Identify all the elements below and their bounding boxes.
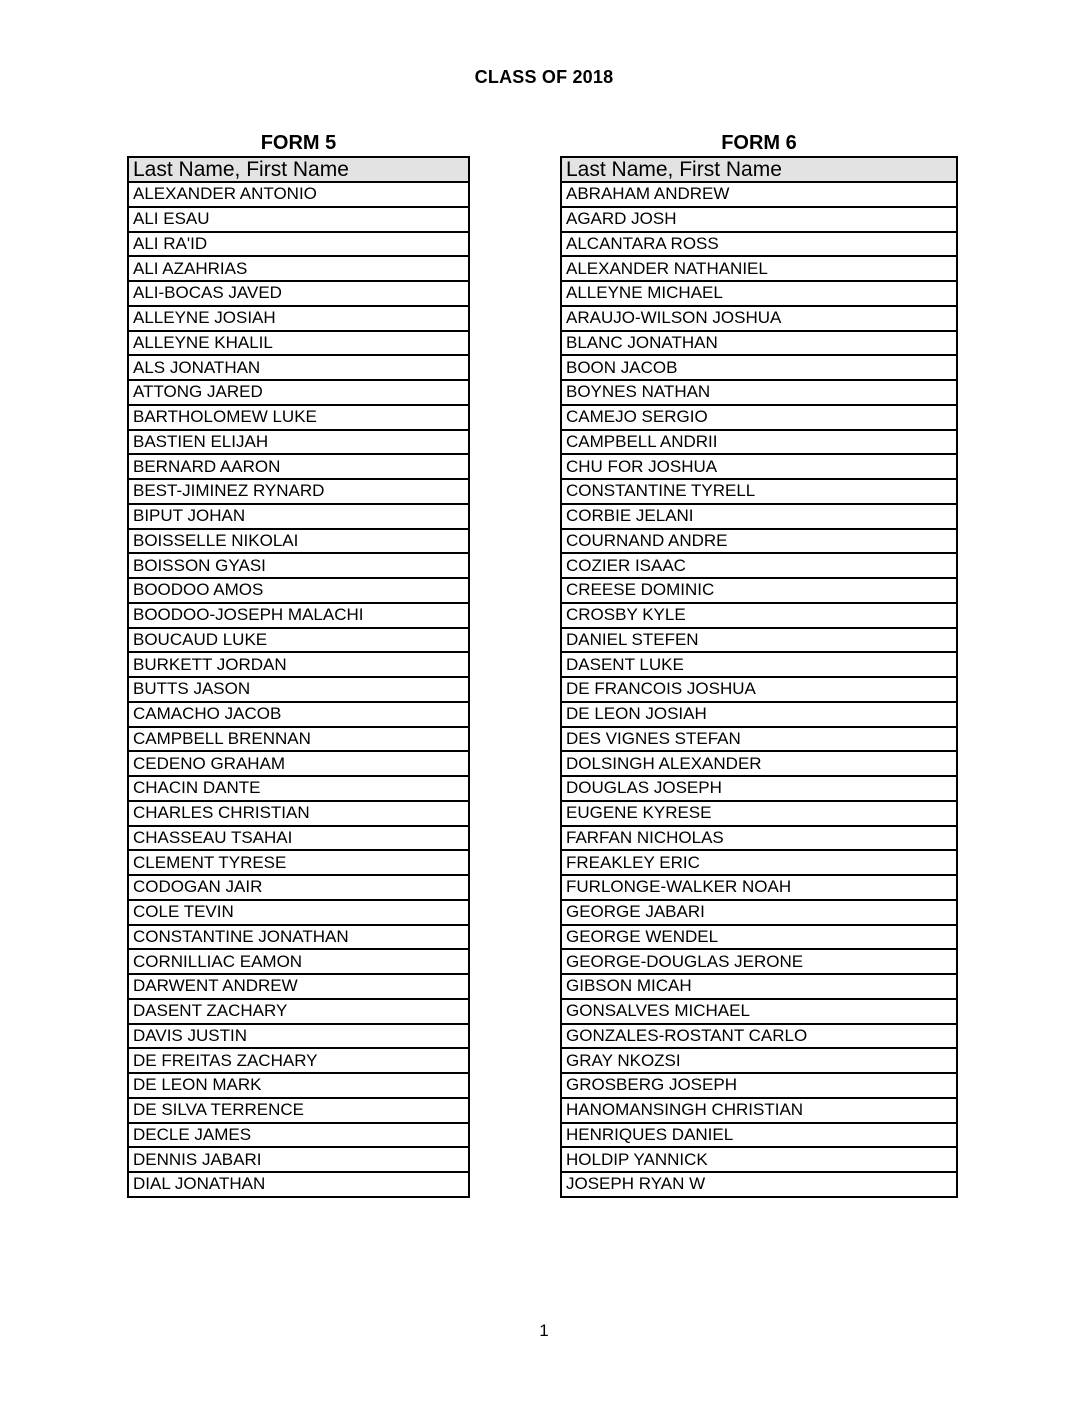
table-row [561,207,957,232]
table-row [128,1147,469,1172]
student-name-cell: ALEXANDER ANTONIO [128,182,469,207]
table-row [128,751,469,776]
table-row [128,281,469,306]
student-name-cell: DASENT ZACHARY [128,999,469,1024]
student-name-cell: BUTTS JASON [128,677,469,702]
table-row [128,479,469,504]
student-name-cell: CHU FOR JOSHUA [561,454,957,479]
table-row [128,1073,469,1098]
student-name-cell: GEORGE JABARI [561,900,957,925]
form-6-table [560,156,958,1198]
table-row [128,430,469,455]
table-row [561,380,957,405]
table-row [128,256,469,281]
student-name-cell: GEORGE WENDEL [561,925,957,950]
table-row [561,1147,957,1172]
table-row [561,1073,957,1098]
student-name-cell: BOON JACOB [561,355,957,380]
table-row [128,331,469,356]
student-name-cell: DECLE JAMES [128,1123,469,1148]
student-name-cell: ALS JONATHAN [128,355,469,380]
table-row [561,751,957,776]
student-name-cell: FREAKLEY ERIC [561,850,957,875]
student-name-cell: HENRIQUES DANIEL [561,1123,957,1148]
table-row [128,801,469,826]
student-name-cell: CONSTANTINE JONATHAN [128,925,469,950]
student-name-cell: DE LEON JOSIAH [561,702,957,727]
table-row [561,652,957,677]
student-name-cell: FARFAN NICHOLAS [561,826,957,851]
student-name-cell: BOODOO AMOS [128,578,469,603]
table-row [561,232,957,257]
table-row [561,850,957,875]
student-name-cell: ALCANTARA ROSS [561,232,957,257]
student-name-cell: CAMACHO JACOB [128,702,469,727]
table-row [128,925,469,950]
table-row [128,1098,469,1123]
student-name-cell: CEDENO GRAHAM [128,751,469,776]
table-row [128,578,469,603]
table-row [128,355,469,380]
student-name-cell: CAMEJO SERGIO [561,405,957,430]
student-name-cell: CREESE DOMINIC [561,578,957,603]
table-row [561,925,957,950]
student-name-cell: BURKETT JORDAN [128,652,469,677]
table-row [561,900,957,925]
table-row [561,875,957,900]
table-row [561,529,957,554]
table-row [561,677,957,702]
student-name-cell: ALI AZAHRIAS [128,256,469,281]
form-5-table [127,156,470,1198]
table-row [128,875,469,900]
table-row [128,949,469,974]
table-row [561,999,957,1024]
student-name-cell: CHACIN DANTE [128,776,469,801]
student-name-cell: COZIER ISAAC [561,553,957,578]
table-row [128,826,469,851]
student-name-cell: BOODOO-JOSEPH MALACHI [128,603,469,628]
table-row [128,999,469,1024]
table-row [561,826,957,851]
table-row [561,702,957,727]
student-name-cell: ALI RA'ID [128,232,469,257]
table-row [561,405,957,430]
student-name-cell: CLEMENT TYRESE [128,850,469,875]
student-name-cell: CORNILLIAC EAMON [128,949,469,974]
table-row [128,232,469,257]
table-row [561,949,957,974]
student-name-cell: DE LEON MARK [128,1073,469,1098]
table-row [128,380,469,405]
student-name-cell: ALLEYNE KHALIL [128,331,469,356]
student-name-cell: BOYNES NATHAN [561,380,957,405]
student-name-cell: CAMPBELL BRENNAN [128,727,469,752]
page-number: 1 [539,1321,549,1340]
student-name-cell: GONSALVES MICHAEL [561,999,957,1024]
student-name-cell: DES VIGNES STEFAN [561,727,957,752]
table-row [128,776,469,801]
table-row [561,306,957,331]
student-name-cell: ABRAHAM ANDREW [561,182,957,207]
table-row [561,553,957,578]
column-header: Last Name, First Name [128,157,469,182]
student-name-cell: BARTHOLOMEW LUKE [128,405,469,430]
table-row [128,405,469,430]
table-row [561,727,957,752]
table-row [561,504,957,529]
table-row [561,776,957,801]
student-name-cell: DASENT LUKE [561,652,957,677]
table-row [128,652,469,677]
table-row [128,850,469,875]
table-row [128,628,469,653]
table-row [128,553,469,578]
student-name-cell: HANOMANSINGH CHRISTIAN [561,1098,957,1123]
table-row [561,801,957,826]
student-name-cell: CHASSEAU TSAHAI [128,826,469,851]
student-name-cell: DE FREITAS ZACHARY [128,1048,469,1073]
student-name-cell: CROSBY KYLE [561,603,957,628]
student-name-cell: DOUGLAS JOSEPH [561,776,957,801]
table-row [128,529,469,554]
table-row [128,454,469,479]
table-row [128,207,469,232]
student-name-cell: BOISSELLE NIKOLAI [128,529,469,554]
table-row [128,504,469,529]
student-name-cell: JOSEPH RYAN W [561,1172,957,1197]
table-row [561,355,957,380]
form-6-section [560,130,958,1198]
student-name-cell: BOUCAUD LUKE [128,628,469,653]
table-row [128,603,469,628]
table-row [128,974,469,999]
student-name-cell: ALI-BOCAS JAVED [128,281,469,306]
student-name-cell: CODOGAN JAIR [128,875,469,900]
student-name-cell: FURLONGE-WALKER NOAH [561,875,957,900]
student-name-cell: CORBIE JELANI [561,504,957,529]
student-name-cell: DE FRANCOIS JOSHUA [561,677,957,702]
student-name-cell: ARAUJO-WILSON JOSHUA [561,306,957,331]
table-row [128,727,469,752]
form-5-section [127,130,470,1198]
form-6-title: FORM 6 [721,132,797,154]
student-name-cell: COURNAND ANDRE [561,529,957,554]
student-name-cell: GRAY NKOZSI [561,1048,957,1073]
student-name-cell: DENNIS JABARI [128,1147,469,1172]
student-name-cell: ALLEYNE JOSIAH [128,306,469,331]
student-name-cell: CHARLES CHRISTIAN [128,801,469,826]
form-5-title: FORM 5 [260,132,337,154]
table-row [561,256,957,281]
student-name-cell: GROSBERG JOSEPH [561,1073,957,1098]
student-name-cell: BIPUT JOHAN [128,504,469,529]
student-name-cell: DIAL JONATHAN [128,1172,469,1197]
table-row [561,479,957,504]
student-name-cell: BLANC JONATHAN [561,331,957,356]
table-row [561,1098,957,1123]
table-row [128,900,469,925]
table-row [128,702,469,727]
student-name-cell: BOISSON GYASI [128,553,469,578]
table-row [561,430,957,455]
student-name-cell: BASTIEN ELIJAH [128,430,469,455]
student-name-cell: ALLEYNE MICHAEL [561,281,957,306]
table-row [561,281,957,306]
student-name-cell: COLE TEVIN [128,900,469,925]
table-row [561,1024,957,1049]
student-name-cell: GONZALES-ROSTANT CARLO [561,1024,957,1049]
student-name-cell: HOLDIP YANNICK [561,1147,957,1172]
column-header: Last Name, First Name [561,157,957,182]
table-row [561,578,957,603]
document-title: CLASS OF 2018 [474,67,614,87]
student-name-cell: EUGENE KYRESE [561,801,957,826]
table-row [561,182,957,207]
table-row [561,974,957,999]
table-row [561,603,957,628]
student-name-cell: BERNARD AARON [128,454,469,479]
table-row [561,1172,957,1197]
student-name-cell: CAMPBELL ANDRII [561,430,957,455]
student-name-cell: DAVIS JUSTIN [128,1024,469,1049]
student-name-cell: DANIEL STEFEN [561,628,957,653]
student-name-cell: GIBSON MICAH [561,974,957,999]
table-row [128,182,469,207]
student-name-cell: CONSTANTINE TYRELL [561,479,957,504]
table-row [128,1172,469,1197]
student-name-cell: ATTONG JARED [128,380,469,405]
student-name-cell: DOLSINGH ALEXANDER [561,751,957,776]
table-row [561,628,957,653]
student-name-cell: DE SILVA TERRENCE [128,1098,469,1123]
student-name-cell: ALI ESAU [128,207,469,232]
table-row [128,1048,469,1073]
table-row [561,454,957,479]
table-row [561,1123,957,1148]
student-name-cell: GEORGE-DOUGLAS JERONE [561,949,957,974]
student-name-cell: ALEXANDER NATHANIEL [561,256,957,281]
table-row [128,1024,469,1049]
table-row [128,306,469,331]
table-row [128,1123,469,1148]
table-row [561,331,957,356]
table-row [128,677,469,702]
student-name-cell: AGARD JOSH [561,207,957,232]
student-name-cell: BEST-JIMINEZ RYNARD [128,479,469,504]
table-row [561,1048,957,1073]
student-name-cell: DARWENT ANDREW [128,974,469,999]
